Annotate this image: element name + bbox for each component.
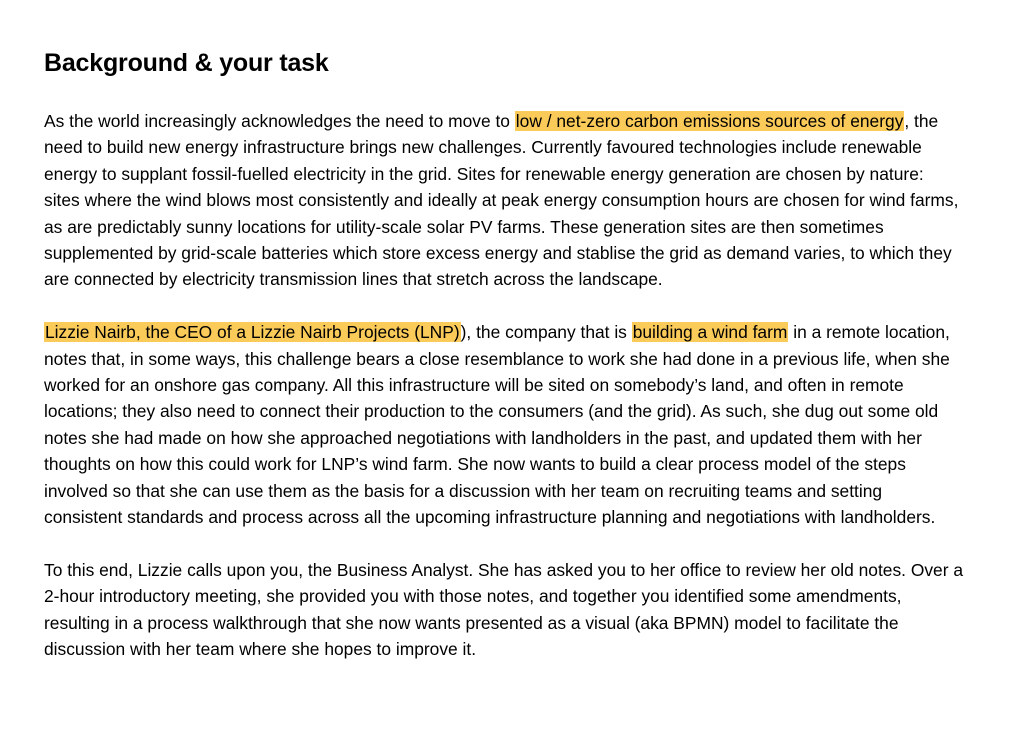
page-title: Background & your task [44, 49, 329, 77]
paragraph-text: , the need to build new energy infrastructure brings new challenges. Currently favoured technologies include renewable energy to supplant fossil-fuelled electricity in the grid. Sites for renewable energy generation are chosen by nature: sites where the wind blows most consistently and ideally at peak energy consumption hours are chosen for wind farms, as are predictably sunny locations for utility-scale solar PV farms. These generation sites are then sometimes supplemented by grid-scale batteries which store excess energy and stablise the grid as demand varies, to which they are connected by electricity transmission lines that stretch across the landscape. [44, 111, 959, 290]
paragraph-task: To this end, Lizzie calls upon you, the Business Analyst. She has asked you to her office to review her old notes. Over a 2-hour introductory meeting, she provided you with those notes, and together you identified some amendments, resulting in a process walkthrough that she now wants presented as a visual (aka BPMN) model to facilitate the discussion with her team where she hopes to improve it. [44, 559, 964, 660]
paragraph-lizzie [44, 319, 964, 530]
document-page [44, 46, 964, 689]
paragraph-background [44, 108, 964, 293]
highlight-emissions: low / net-zero carbon emissions sources of energy [515, 111, 904, 131]
highlight-lizzie-ceo: Lizzie Nairb, the CEO of a Lizzie Nairb Projects (LNP) [45, 322, 460, 343]
highlight-wind-farm: building a wind farm [632, 322, 788, 343]
paragraph-text: ), the company that is [460, 322, 632, 343]
paragraph-text: in a remote location, notes that, in some ways, this challenge bears a close resemblance to work she had done in a previous life, when she worked for an onshore gas company. All this infrastructure will be sited on somebody’s land, and often in remote locations; they also need to connect their production to the consumers (and the grid). As such, she dug out some old notes she had made on how she approached negotiations with landholders in the past, and updated them with her thoughts on how this could work for LNP’s wind farm. She now wants to build a clear process model of the steps involved so that she can use them as the basis for a discussion with her team on recruiting teams and setting consistent standards and process across all the upcoming infrastructure planning and negotiations with landholders. [44, 322, 950, 528]
paragraph-text: As the world increasingly acknowledges the need to move to [44, 111, 515, 131]
